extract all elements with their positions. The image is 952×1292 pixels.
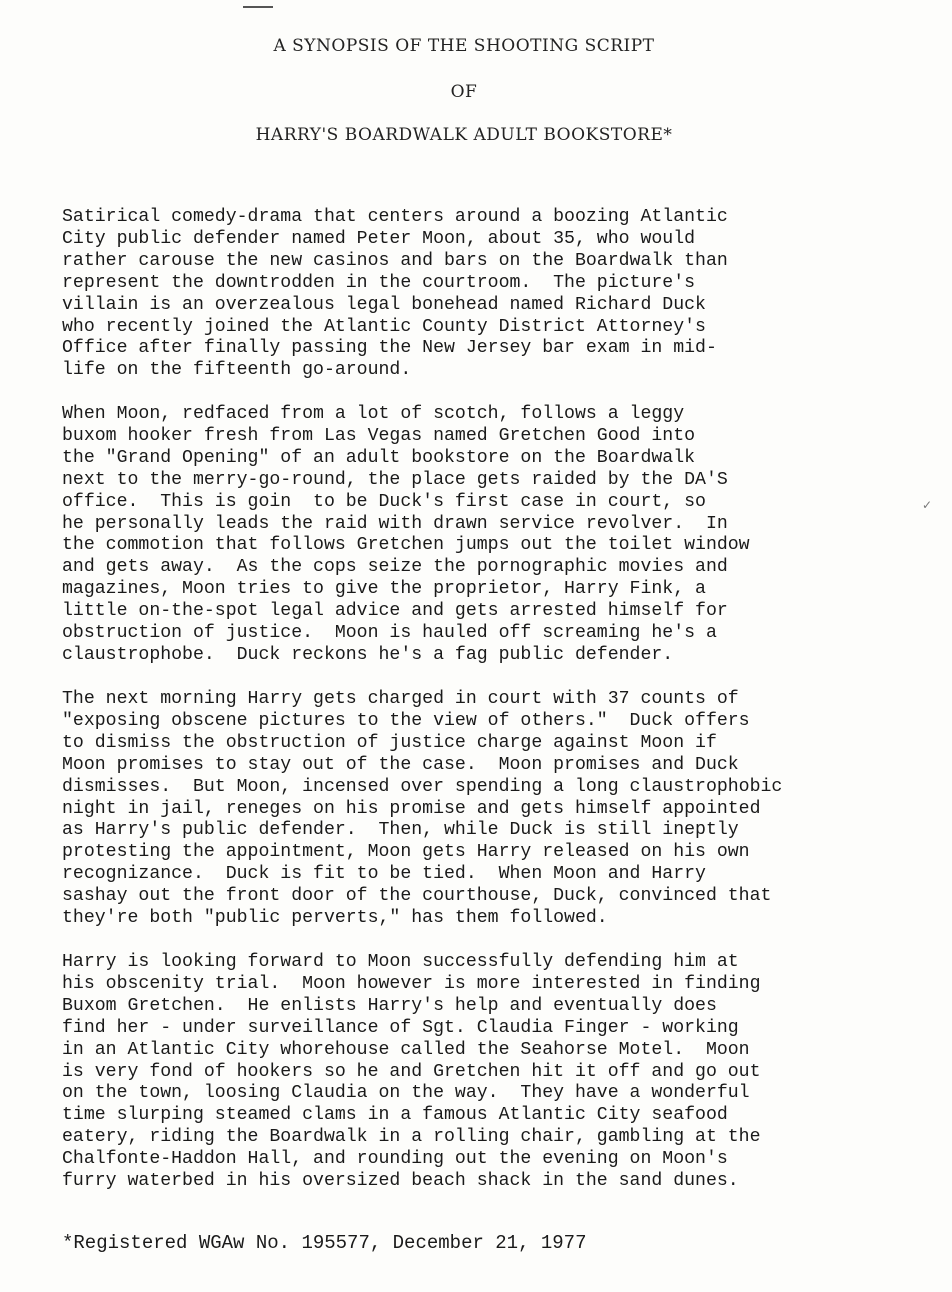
text-line: dismisses. But Moon, incensed over spending a long claustrophobic xyxy=(62,776,783,797)
text-line: City public defender named Peter Moon, about 35, who would xyxy=(62,228,696,249)
text-line: Office after finally passing the New Jersey bar exam in mid- xyxy=(62,338,717,359)
text-line: obstruction of justice. Moon is hauled off screaming he's a xyxy=(62,623,717,644)
text-line: little on-the-spot legal advice and gets arrested himself for xyxy=(62,601,728,622)
text-line: magazines, Moon tries to give the proprietor, Harry Fink, a xyxy=(62,579,706,600)
text-line: rather carouse the new casinos and bars on the Boardwalk than xyxy=(62,250,728,271)
page-top-mark xyxy=(243,6,273,8)
text-line: protesting the appointment, Moon gets Harry released on his own xyxy=(62,842,750,863)
text-line: Moon promises to stay out of the case. Moon promises and Duck xyxy=(62,754,739,775)
margin-check-mark-icon: ✓ xyxy=(922,498,933,512)
synopsis-paragraph-2 xyxy=(62,404,932,667)
text-line: office. This is goin to be Duck's first case in court, so xyxy=(62,491,706,512)
synopsis-paragraph-4 xyxy=(62,952,932,1193)
title-line-3: HARRY'S BOARDWALK ADULT BOOKSTORE* xyxy=(255,125,673,145)
title-line-1: A SYNOPSIS OF THE SHOOTING SCRIPT xyxy=(273,36,655,56)
text-line: on the town, loosing Claudia on the way. They have a wonderful xyxy=(62,1083,750,1104)
text-line: find her - under surveillance of Sgt. Claudia Finger - working xyxy=(62,1017,739,1038)
text-line: eatery, riding the Boardwalk in a rolling chair, gambling at the xyxy=(62,1127,761,1148)
text-line: sashay out the front door of the courthouse, Duck, convinced that xyxy=(62,886,772,907)
text-line: his obscenity trial. Moon however is more interested in finding xyxy=(62,973,761,994)
text-line: as Harry's public defender. Then, while Duck is still ineptly xyxy=(62,820,739,841)
synopsis-paragraph-1 xyxy=(62,207,932,382)
text-line: claustrophobe. Duck reckons he's a fag public defender. xyxy=(62,644,674,665)
synopsis-paragraph-3 xyxy=(62,689,932,930)
text-line: Chalfonte-Haddon Hall, and rounding out the evening on Moon's xyxy=(62,1149,728,1170)
text-line: next to the merry-go-round, the place gets raided by the DA'S xyxy=(62,469,728,490)
text-line: represent the downtrodden in the courtroom. The picture's xyxy=(62,272,696,293)
text-line: villain is an overzealous legal bonehead named Richard Duck xyxy=(62,294,706,315)
text-line: and gets away. As the cops seize the pornographic movies and xyxy=(62,557,728,578)
text-line: they're both "public perverts," has them followed. xyxy=(62,908,608,929)
text-line: recognizance. Duck is fit to be tied. When Moon and Harry xyxy=(62,864,706,885)
text-line: furry waterbed in his oversized beach shack in the sand dunes. xyxy=(62,1171,739,1192)
text-line: is very fond of hookers so he and Gretchen hit it off and go out xyxy=(62,1061,761,1082)
text-line: the commotion that follows Gretchen jumps out the toilet window xyxy=(62,535,750,556)
text-line: "exposing obscene pictures to the view of others." Duck offers xyxy=(62,710,750,731)
text-line: buxom hooker fresh from Las Vegas named Gretchen Good into xyxy=(62,425,696,446)
text-line: Harry is looking forward to Moon successfully defending him at xyxy=(62,952,739,972)
text-line: time slurping steamed clams in a famous Atlantic City seafood xyxy=(62,1105,728,1126)
text-line: the "Grand Opening" of an adult bookstore on the Boardwalk xyxy=(62,447,696,468)
text-line: The next morning Harry gets charged in court with 37 counts of xyxy=(62,689,739,709)
text-line: When Moon, redfaced from a lot of scotch, follows a leggy xyxy=(62,404,685,424)
text-line: in an Atlantic City whorehouse called the Seahorse Motel. Moon xyxy=(62,1039,750,1060)
text-line: life on the fifteenth go-around. xyxy=(62,360,412,381)
title-line-2: OF xyxy=(450,82,478,102)
text-line: Satirical comedy-drama that centers around a boozing Atlantic xyxy=(62,207,728,227)
text-line: to dismiss the obstruction of justice charge against Moon if xyxy=(62,732,717,753)
text-line: night in jail, reneges on his promise and gets himself appointed xyxy=(62,798,761,819)
text-line: Buxom Gretchen. He enlists Harry's help and eventually does xyxy=(62,995,717,1016)
registration-footnote: *Registered WGAw No. 195577, December 21, 1977 xyxy=(62,1232,587,1254)
text-line: who recently joined the Atlantic County District Attorney's xyxy=(62,316,706,337)
text-line: he personally leads the raid with drawn service revolver. In xyxy=(62,513,728,534)
